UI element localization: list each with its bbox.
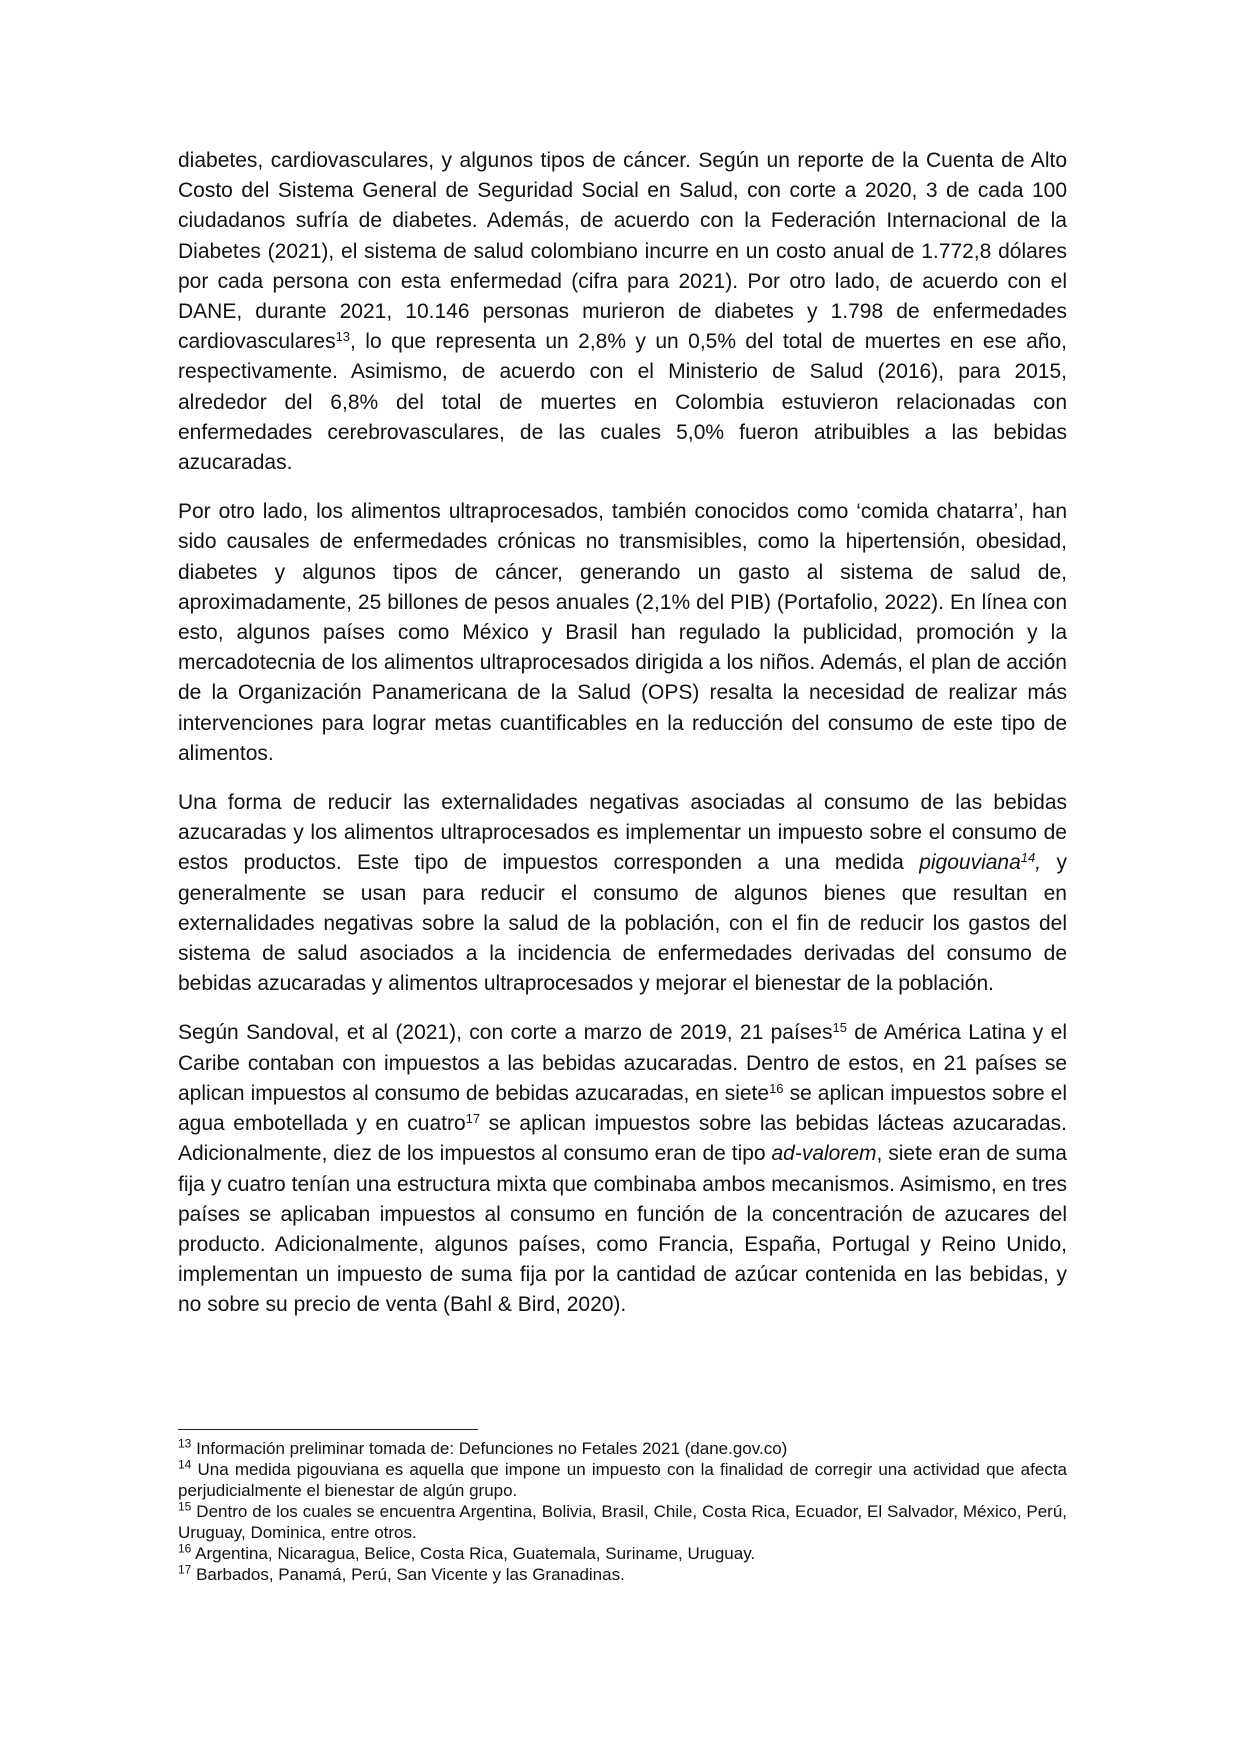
footnote-15 (178, 1501, 1067, 1543)
footnote-number: 17 (178, 1562, 192, 1577)
paragraph-text: Según Sandoval, et al (2021), con corte a marzo de 2019, 21 países (178, 1021, 833, 1045)
paragraph-text: se aplican impuestos sobre las bebidas lácteas azucaradas. Adicionalmente, diez de los impuestos al consumo eran de tipo (178, 1112, 1067, 1166)
paragraph-1 (178, 146, 1067, 478)
paragraph-text: de América Latina y el Caribe contaban con impuestos a las bebidas azucaradas. Dentro de estos, en 21 países se aplican impuestos al consumo de bebidas azucaradas, en siete (178, 1021, 1068, 1105)
footnote-16 (178, 1543, 1067, 1564)
italic-term: ad-valorem (771, 1142, 877, 1166)
paragraph-text: Una forma de reducir las externalidades negativas asociadas al consumo de las bebidas azucaradas y los alimentos ultraprocesados es implementar un impuesto sobre el consumo de estos productos. Este tipo de impuestos corresponden a una medida (178, 791, 1067, 875)
footnote-number: 15 (178, 1499, 192, 1514)
footnote-ref-13[interactable]: 13 (335, 329, 351, 345)
italic-term: pigouviana (919, 851, 1021, 875)
footnote-text: Argentina, Nicaragua, Belice, Costa Rica, Guatemala, Suriname, Uruguay. (191, 1544, 756, 1563)
footnote-number: 14 (178, 1457, 192, 1472)
footnote-ref-16[interactable]: 16 (769, 1080, 784, 1096)
paragraph-text: se aplican impuestos sobre el agua embotellada y en cuatro (178, 1081, 1067, 1136)
paragraph-4 (178, 1018, 1067, 1320)
footnote-text: Información preliminar tomada de: Defunciones no Fetales 2021 (dane.gov.co) (191, 1439, 788, 1458)
paragraph-text: , lo que representa un 2,8% y un 0,5% del total de muertes en ese año, respectivamente. Asimismo, de acuerdo con el Ministerio de Salud (2016), para 2015, alrededor del 6,8% del total de muertes en Colombia estuvieron relacionadas con enfermedades cerebrovasculares, de las cuales 5,0% fueron atribuibles a las bebidas azucaradas. (178, 330, 1067, 475)
footnote-ref-17[interactable]: 17 (465, 1111, 481, 1127)
document-body (178, 146, 1067, 1340)
footnote-text: Una medida pigouviana es aquella que impone un impuesto con la finalidad de corregir una actividad que afecta perjudicialmente el bienestar de algún grupo. (178, 1460, 1067, 1500)
footnote-ref-14[interactable]: 14 (1020, 850, 1036, 866)
footnote-ref-15[interactable]: 15 (832, 1020, 847, 1036)
footnote-number: 13 (178, 1436, 192, 1451)
paragraph-text: , siete eran de suma fija y cuatro tenían una estructura mixta que combinaba ambos mecanismos. Asimismo, en tres países se aplicaban impuestos al consumo en función de la concentración de azucares del producto. Adicionalmente, algunos países, como Francia, España, Portugal y Reino Unido, implementan un impuesto de suma fija por la cantidad de azúcar contenida en las bebidas, y no sobre su precio de venta (Bahl & Bird, 2020). (178, 1142, 1067, 1317)
paragraph-2 (178, 497, 1067, 769)
paragraph-3 (178, 788, 1067, 999)
footnote-13 (178, 1438, 1067, 1459)
footnotes (178, 1438, 1067, 1585)
paragraph-text: y generalmente se usan para reducir el consumo de algunos bienes que resultan en externalidades negativas sobre la salud de la población, con el fin de reducir los gastos del sistema de salud asociados a la incidencia de enfermedades derivadas del consumo de bebidas azucaradas y alimentos ultraprocesados y mejorar el bienestar de la población. (178, 851, 1067, 996)
footnote-14 (178, 1459, 1067, 1501)
footnote-text: Barbados, Panamá, Perú, San Vicente y las Granadinas. (191, 1565, 625, 1584)
footnote-separator (178, 1429, 478, 1430)
footnote-17 (178, 1564, 1067, 1585)
paragraph-text: diabetes, cardiovasculares, y algunos tipos de cáncer. Según un reporte de la Cuenta de Alto Costo del Sistema General de Seguridad Social en Salud, con corte a 2020, 3 de cada 100 ciudadanos sufría de diabetes. Además, de acuerdo con la Federación Internacional de la Diabetes (2021), el sistema de salud colombiano incurre en un costo anual de 1.772,8 dólares por cada persona con esta enfermedad (cifra para 2021). Por otro lado, de acuerdo con el DANE, durante 2021, 10.146 personas murieron de diabetes y 1.798 de enfermedades cardiovasculares (178, 149, 1067, 354)
footnote-text: Dentro de los cuales se encuentra Argentina, Bolivia, Brasil, Chile, Costa Rica, Ecuador, El Salvador, México, Perú, Uruguay, Dominica, entre otros. (178, 1502, 1067, 1542)
paragraph-text: Por otro lado, los alimentos ultraprocesados, también conocidos como ‘comida chatarra’, han sido causales de enfermedades crónicas no transmisibles, como la hipertensión, obesidad, diabetes y algunos tipos de cáncer, generando un gasto al sistema de salud de, aproximadamente, 25 billones de pesos anuales (2,1% del PIB) (Portafolio, 2022). En línea con esto, algunos países como México y Brasil han regulado la publicidad, promoción y la mercadotecnia de los alimentos ultraprocesados dirigida a los niños. Además, el plan de acción de la Organización Panamericana de la Salud (OPS) resalta la necesidad de realizar más intervenciones para lograr metas cuantificables en la reducción del consumo de este tipo de alimentos. (178, 500, 1067, 765)
italic-comma: , (1035, 851, 1042, 875)
footnote-number: 16 (178, 1541, 192, 1556)
